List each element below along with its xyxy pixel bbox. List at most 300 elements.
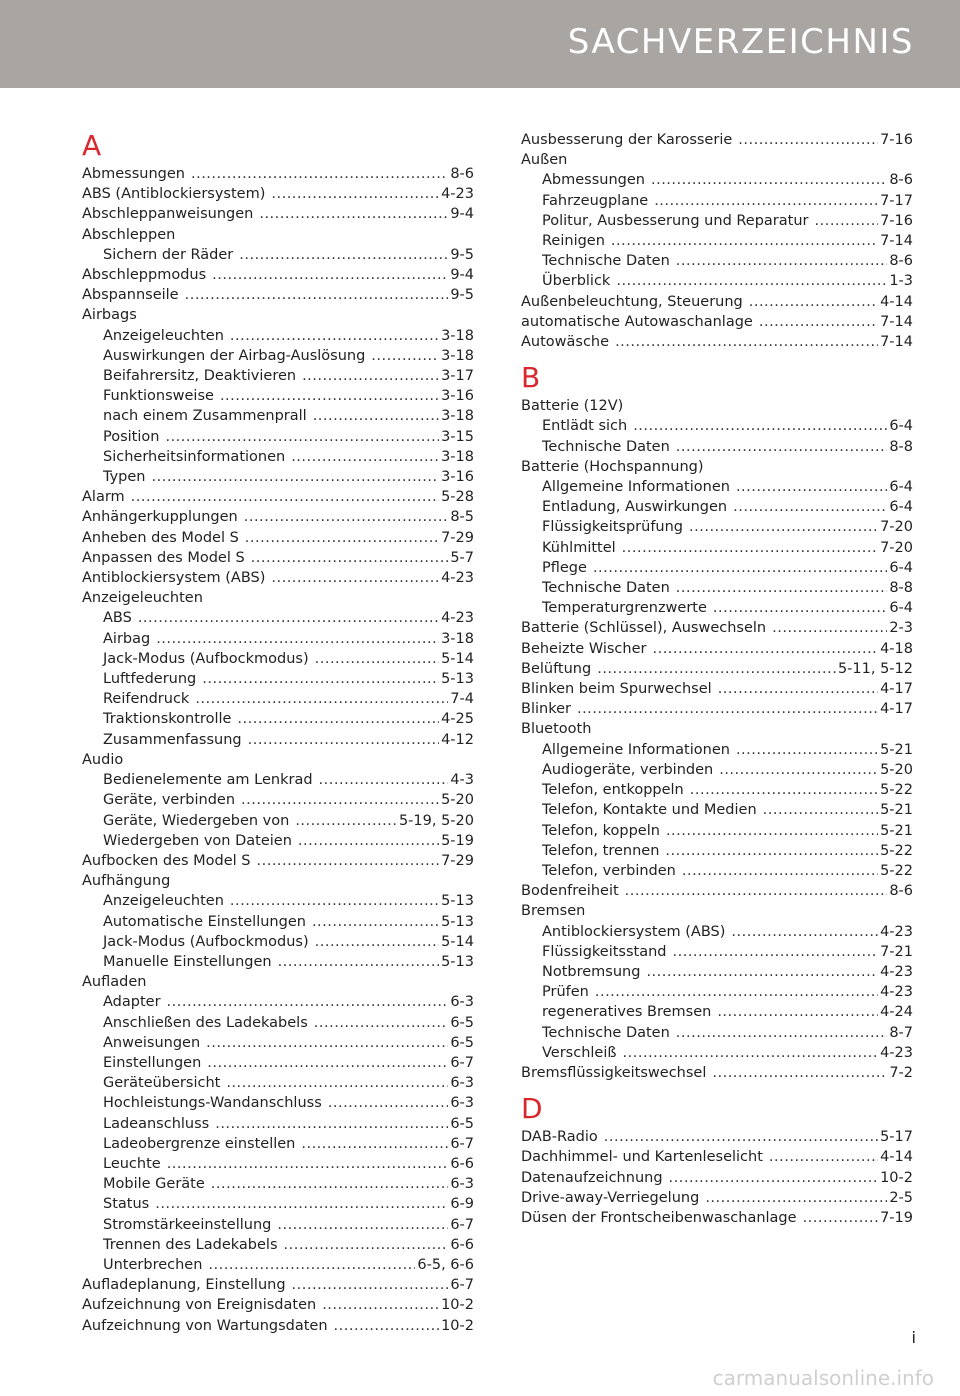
leader-dots [769,1147,878,1167]
index-entry [521,719,913,739]
leader-dots [749,292,878,312]
leader-dots [593,558,887,578]
leader-dots [718,679,878,699]
index-subentry [82,912,474,932]
leader-dots [604,1127,878,1147]
entry-page-ref: 8-8 [889,438,913,455]
index-entry [521,292,913,312]
section-letter: D [521,1092,543,1126]
entry-label: Wiedergeben von Dateien [103,832,292,849]
index-subentry [82,386,474,406]
entry-page-ref: 2-3 [889,620,913,637]
leader-dots [611,231,878,251]
leader-dots [334,1316,440,1336]
leader-dots [131,487,439,507]
page-number: i [911,1328,916,1347]
leader-dots [731,922,878,942]
entry-label: Manuelle Einstellungen [103,953,272,970]
leader-dots [676,437,888,457]
index-entry [521,699,913,719]
index-subentry [82,608,474,628]
entry-page-ref: 10-2 [880,1169,913,1186]
entry-label: Allgemeine Informationen [542,479,730,496]
index-entry [82,1295,474,1315]
entry-label: Fahrzeugplane [542,192,649,209]
index-section [521,1093,913,1228]
index-entry [82,548,474,568]
entry-label: DAB-Radio [521,1129,598,1146]
entry-page-ref: 8-6 [889,172,913,189]
entry-label: Notbremsung [542,963,641,980]
index-column-left [82,130,474,1336]
entry-page-ref: 5-20 [880,761,913,778]
leader-dots [315,649,439,669]
entry-label: Pflege [542,559,587,576]
entry-page-ref: 7-16 [880,212,913,229]
leader-dots [241,790,439,810]
entry-label: Telefon, trennen [542,842,660,859]
index-entry [82,528,474,548]
entry-page-ref: 4-17 [880,681,913,698]
index-subentry [82,447,474,467]
entry-label: Außenbeleuchtung, Steuerung [521,293,743,310]
index-entry [521,659,913,679]
entry-label: Funktionsweise [103,388,214,405]
index-entry [82,487,474,507]
index-subentry [521,1002,913,1022]
entry-page-ref: 3-16 [441,388,474,405]
leader-dots [165,427,439,447]
leader-dots [577,699,878,719]
entry-page-ref: 5-20 [441,792,474,809]
leader-dots [239,245,448,265]
entry-label: Sichern der Räder [103,246,234,263]
entry-label: Blinken beim Spurwechsel [521,681,712,698]
entry-page-ref: 7-14 [880,313,913,330]
index-entry [82,750,474,770]
leader-dots [322,1295,439,1315]
index-subentry [82,629,474,649]
index-subentry [82,790,474,810]
entry-label: Telefon, Kontakte und Medien [542,802,757,819]
leader-dots [156,629,439,649]
index-subentry [82,427,474,447]
page-title: SACHVERZEICHNIS [567,22,914,62]
leader-dots [595,982,878,1002]
index-subentry [521,497,913,517]
entry-page-ref: 7-29 [441,852,474,869]
index-entry [82,851,474,871]
index-subentry [82,245,474,265]
index-entry [521,618,913,638]
leader-dots [736,740,878,760]
entry-label: Blinker [521,701,571,718]
index-subentry [521,271,913,291]
entry-page-ref: 6-4 [889,479,913,496]
leader-dots [251,548,449,568]
entry-page-ref: 3-15 [441,428,474,445]
leader-dots [167,1154,449,1174]
entry-page-ref: 7-2 [889,1064,913,1081]
entry-label: Anschließen des Ladekabels [103,1014,308,1031]
index-entry [82,588,474,608]
index-subentry [82,811,474,831]
leader-dots [689,517,878,537]
entry-label: Airbags [82,307,137,324]
entry-page-ref: 6-5 [450,1115,474,1132]
entry-page-ref: 5-14 [441,650,474,667]
leader-dots [669,1168,879,1188]
entry-page-ref: 3-18 [441,347,474,364]
entry-label: Prüfen [542,984,589,1001]
entry-label: Entladung, Auswirkungen [542,499,728,516]
leader-dots [301,1134,448,1154]
entry-page-ref: 4-23 [880,923,913,940]
index-subentry [521,231,913,251]
leader-dots [736,477,887,497]
entry-label: Geräte, verbinden [103,792,236,809]
leader-dots [191,164,448,184]
entry-label: Datenaufzeichnung [521,1169,663,1186]
leader-dots [651,170,887,190]
index-subentry [521,211,913,231]
entry-label: Anweisungen [103,1034,201,1051]
entry-page-ref: 7-14 [880,233,913,250]
index-subentry [82,1154,474,1174]
leader-dots [278,952,440,972]
entry-page-ref: 4-12 [441,731,474,748]
entry-label: Adapter [103,994,161,1011]
entry-page-ref: 7-29 [441,529,474,546]
entry-label: Technische Daten [542,580,670,597]
entry-page-ref: 4-24 [880,1004,913,1021]
leader-dots [676,1023,888,1043]
entry-page-ref: 7-17 [880,192,913,209]
entry-page-ref: 6-7 [450,1135,474,1152]
entry-page-ref: 4-3 [450,772,474,789]
leader-dots [226,1073,448,1093]
leader-dots [738,130,878,150]
entry-page-ref: 3-18 [441,630,474,647]
leader-dots [291,447,439,467]
index-entry [521,312,913,332]
entry-page-ref: 6-3 [450,1176,474,1193]
leader-dots [298,831,439,851]
index-subentry [82,406,474,426]
entry-page-ref: 6-4 [889,559,913,576]
index-subentry [521,517,913,537]
entry-label: Jack-Modus (Aufbockmodus) [103,933,309,950]
entry-label: Batterie (12V) [521,398,624,415]
entry-label: Geräteübersicht [103,1075,221,1092]
leader-dots [616,271,887,291]
entry-label: Kühlmittel [542,539,616,556]
index-subentry [521,962,913,982]
entry-page-ref: 5-22 [880,782,913,799]
entry-label: Abmessungen [82,166,185,182]
index-subentry [521,416,913,436]
entry-page-ref: 5-13 [441,893,474,910]
entry-label: Überblick [542,273,611,290]
entry-page-ref: 6-7 [450,1216,474,1233]
leader-dots [230,891,439,911]
entry-label: Drive-away-Verriegelung [521,1189,700,1206]
entry-label: ABS (Antiblockiersystem) [82,186,266,203]
index-entry [82,1316,474,1336]
leader-dots [152,467,440,487]
index-entry [521,130,913,150]
entry-label: Alarm [82,489,125,506]
entry-page-ref: 6-5, 6-6 [417,1256,474,1273]
leader-dots [277,1215,448,1235]
leader-dots [676,578,888,598]
index-subentry [82,326,474,346]
leader-dots [676,251,888,271]
entry-page-ref: 5-11, 5-12 [837,660,913,677]
entry-label: Ausbesserung der Karosserie [521,132,733,148]
index-section [82,130,474,1336]
entry-page-ref: 5-22 [880,862,913,879]
leader-dots [207,1053,448,1073]
entry-page-ref: 7-21 [880,943,913,960]
leader-dots [315,932,439,952]
entry-page-ref: 6-3 [450,994,474,1011]
leader-dots [733,497,887,517]
entry-label: Leuchte [103,1155,161,1172]
index-entry [521,639,913,659]
index-subentry [82,669,474,689]
entry-label: Aufhängung [82,873,171,890]
leader-dots [271,184,439,204]
index-subentry [82,1013,474,1033]
entry-page-ref: 1-3 [889,273,913,290]
entry-label: Entlädt sich [542,418,628,435]
entry-page-ref: 8-8 [889,580,913,597]
index-subentry [82,1235,474,1255]
leader-dots [314,1013,449,1033]
entry-page-ref: 9-4 [450,206,474,223]
entry-label: Mobile Geräte [103,1176,205,1193]
entry-page-ref: 3-18 [441,448,474,465]
entry-label: regeneratives Bremsen [542,1004,712,1021]
entry-label: Außen [521,152,568,169]
leader-dots [212,265,448,285]
entry-label: Einstellungen [103,1054,202,1071]
index-entry [521,881,913,901]
index-subentry [82,1215,474,1235]
entry-page-ref: 4-14 [880,1149,913,1166]
entry-label: Automatische Einstellungen [103,913,306,930]
section-letter: B [521,361,541,395]
index-subentry [521,578,913,598]
index-subentry [521,477,913,497]
entry-label: Zusammenfassung [103,731,242,748]
entry-page-ref: 7-20 [880,539,913,556]
entry-label: Anhängerkupplungen [82,509,238,526]
section-letter: A [82,129,102,162]
entry-page-ref: 4-23 [441,610,474,627]
leader-dots [719,760,878,780]
entry-label: Allgemeine Informationen [542,741,730,758]
index-subentry [82,709,474,729]
entry-label: Abmessungen [542,172,645,189]
entry-label: Hochleistungs-Wandanschluss [103,1095,322,1112]
index-subentry [82,831,474,851]
entry-label: Technische Daten [542,438,670,455]
entry-label: Typen [103,469,146,486]
entry-page-ref: 5-17 [880,1129,913,1146]
entry-label: Stromstärkeeinstellung [103,1216,272,1233]
index-subentry [82,1174,474,1194]
entry-label: Flüssigkeitsprüfung [542,519,684,536]
index-subentry [521,437,913,457]
entry-page-ref: 6-4 [889,418,913,435]
entry-page-ref: 4-23 [880,963,913,980]
entry-label: Geräte, Wiedergeben von [103,812,290,829]
index-subentry [521,821,913,841]
entry-label: Ladeanschluss [103,1115,210,1132]
index-subentry [521,982,913,1002]
entry-page-ref: 4-14 [880,293,913,310]
index-subentry [82,1255,474,1275]
entry-page-ref: 6-5 [450,1014,474,1031]
entry-label: Luftfederung [103,671,197,688]
entry-label: Abschleppen [82,226,176,243]
index-subentry [521,558,913,578]
entry-page-ref: 7-20 [880,519,913,536]
leader-dots [245,528,439,548]
entry-label: Dachhimmel- und Kartenleselicht [521,1149,763,1166]
index-subentry [82,467,474,487]
entry-label: Sicherheitsinformationen [103,448,286,465]
entry-label: Beheizte Wischer [521,640,647,657]
entry-label: Technische Daten [542,253,670,270]
index-subentry [521,760,913,780]
index-entry [521,396,913,416]
entry-label: Reinigen [542,233,605,250]
index-subentry [521,1043,913,1063]
index-subentry [82,1134,474,1154]
index-subentry [82,770,474,790]
entry-label: Verschleiß [542,1044,617,1061]
index-entry [521,332,913,352]
entry-page-ref: 6-5 [450,1034,474,1051]
entry-page-ref: 5-13 [441,913,474,930]
entry-page-ref: 5-21 [880,822,913,839]
leader-dots [284,1235,449,1255]
entry-page-ref: 8-6 [889,883,913,900]
leader-dots [622,538,878,558]
index-entry [82,568,474,588]
entry-page-ref: 10-2 [441,1297,474,1314]
entry-label: Aufladeplanung, Einstellung [82,1277,286,1294]
index-subentry [521,942,913,962]
entry-label: Bedienelemente am Lenkrad [103,772,313,789]
entry-label: Ladeobergrenze einstellen [103,1135,296,1152]
entry-page-ref: 5-13 [441,671,474,688]
index-subentry [82,1073,474,1093]
leader-dots [673,942,879,962]
leader-dots [815,211,879,231]
leader-dots [202,669,439,689]
index-subentry [82,1114,474,1134]
entry-label: Aufzeichnung von Ereignisdaten [82,1297,317,1314]
index-subentry [82,730,474,750]
entry-label: Unterbrechen [103,1256,203,1273]
leader-dots [312,912,439,932]
entry-page-ref: 3-16 [441,469,474,486]
entry-page-ref: 3-18 [441,408,474,425]
entry-label: Aufzeichnung von Wartungsdaten [82,1317,328,1334]
entry-label: Anpassen des Model S [82,549,245,566]
index-entry [82,164,474,184]
entry-label: Antiblockiersystem (ABS) [542,923,726,940]
entry-label: Traktionskontrolle [103,711,232,728]
entry-label: automatische Autowaschanlage [521,313,753,330]
entry-page-ref: 6-6 [450,1155,474,1172]
index-subentry [521,538,913,558]
leader-dots [690,780,878,800]
entry-page-ref: 6-4 [889,600,913,617]
leader-dots [623,1043,879,1063]
leader-dots [292,1275,449,1295]
index-entry [521,457,913,477]
index-subentry [521,740,913,760]
entry-label: Bluetooth [521,721,592,738]
entry-page-ref: 4-18 [880,640,913,657]
leader-dots [295,811,397,831]
index-entry [521,679,913,699]
entry-page-ref: 9-4 [450,267,474,284]
index-subentry [521,170,913,190]
index-entry [521,1208,913,1228]
leader-dots [713,598,887,618]
leader-dots [328,1093,449,1113]
leader-dots [138,608,439,628]
leader-dots [211,1174,449,1194]
entry-label: Jack-Modus (Aufbockmodus) [103,650,309,667]
leader-dots [665,841,878,861]
leader-dots [666,821,878,841]
entry-page-ref: 7-19 [880,1209,913,1226]
entry-page-ref: 8-6 [450,166,474,182]
leader-dots [717,1002,878,1022]
index-subentry [82,649,474,669]
entry-label: Bodenfreiheit [521,883,619,900]
entry-label: Auswirkungen der Airbag-Auslösung [103,347,366,364]
entry-label: Telefon, verbinden [542,862,676,879]
entry-label: Airbag [103,630,151,647]
entry-label: Aufbocken des Model S [82,852,251,869]
leader-dots [237,709,439,729]
leader-dots [244,507,449,527]
entry-label: Düsen der Frontscheibenwaschanlage [521,1209,797,1226]
index-entry [82,265,474,285]
index-subentry [82,1053,474,1073]
leader-dots [271,568,439,588]
leader-dots [654,191,878,211]
entry-page-ref: 4-23 [880,1044,913,1061]
index-entry [521,1147,913,1167]
entry-label: Anzeigeleuchten [103,327,224,344]
index-entry [82,204,474,224]
entry-page-ref: 4-17 [880,701,913,718]
index-subentry [82,689,474,709]
entry-label: Flüssigkeitsstand [542,943,667,960]
index-subentry [521,780,913,800]
index-subentry [82,1033,474,1053]
entry-page-ref: 3-18 [441,327,474,344]
